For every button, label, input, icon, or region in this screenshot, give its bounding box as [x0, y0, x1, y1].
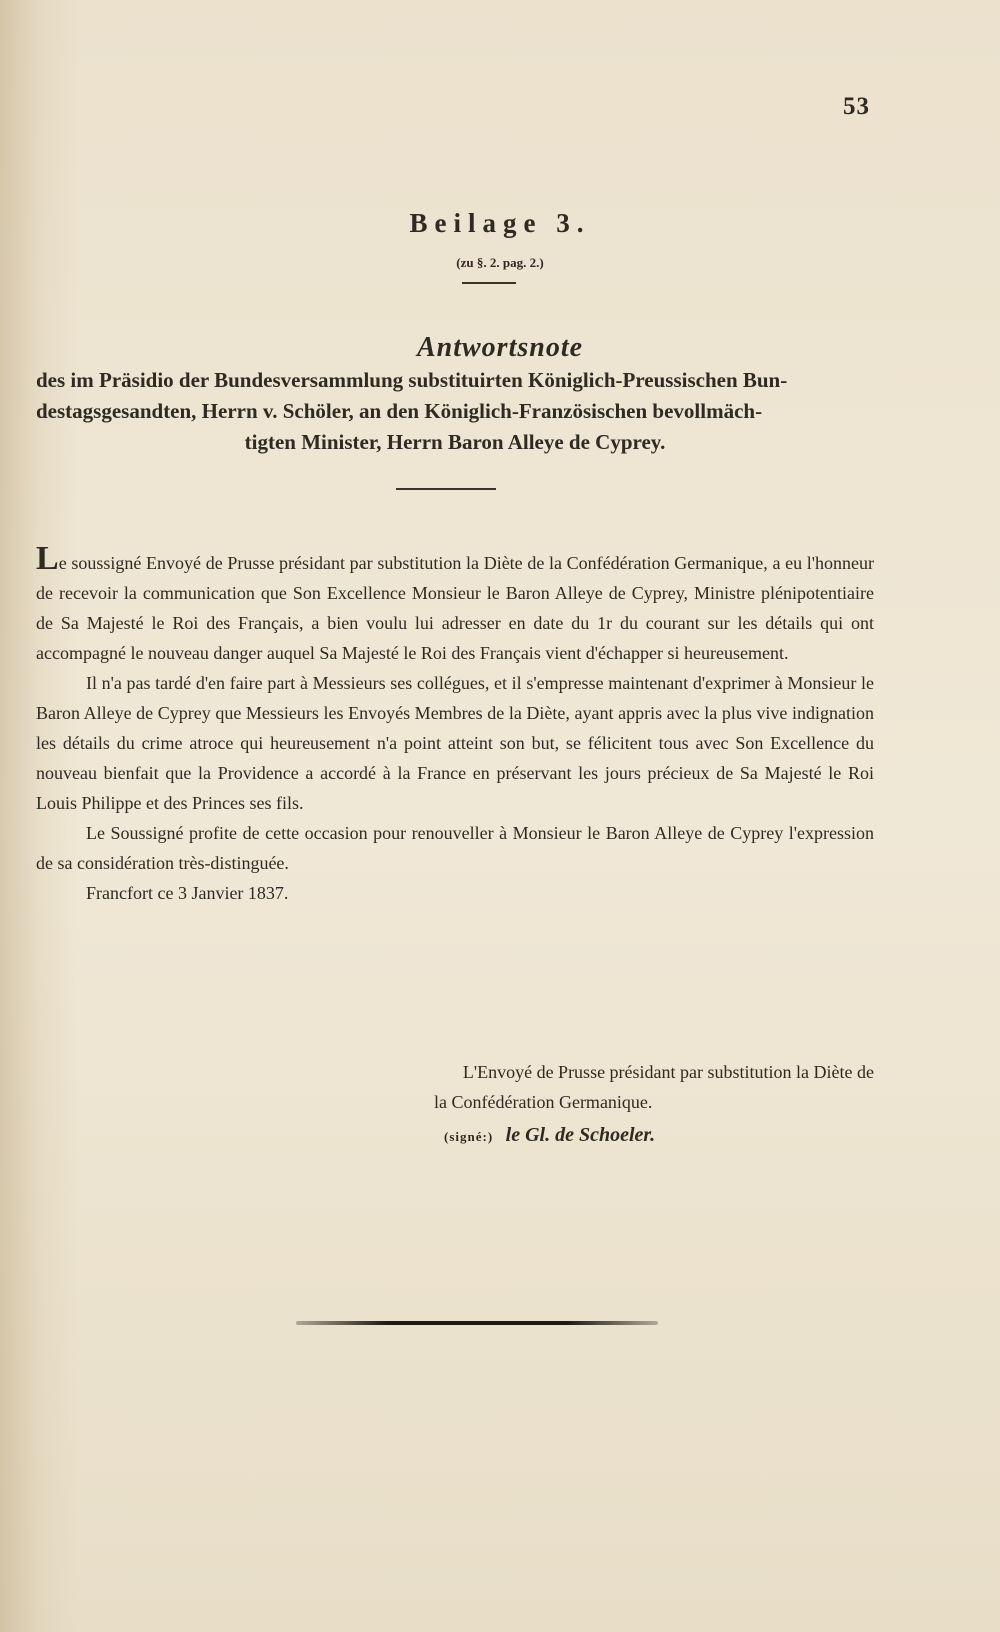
paragraph-3: Le Soussigné profite de cette occasion pour renouveller à Monsieur le Baron Alleye de Cyprey l'expression de sa considération très-distinguée. [36, 823, 874, 873]
letter-body [36, 540, 874, 908]
note-heading-description [36, 365, 874, 458]
heading-line-1: des im Präsidio der Bundesversammlung substituirten Königlich-Preussischen Bun- [36, 368, 788, 392]
paragraph-1-text: e soussigné Envoyé de Prusse présidant par substitution la Diète de la Confédération Germanique, a eu l'honneur de recevoir la communication que Son Excellence Monsieur le Baron Alleye de Cyprey, Ministre plénipotentiaire de Sa Majesté le Roi des Français, a bien voulu lui adresser en date du 1r du courant sur les détails qui ont accompagné le nouveau danger auquel Sa Majesté le Roi des Français vient d'échapper si heureusement. [36, 553, 874, 663]
beilage-reference: (zu §. 2. pag. 2.) [456, 255, 544, 270]
page-number: 53 [843, 93, 870, 120]
bottom-divider [296, 1321, 658, 1325]
heading-line-2: destagsgesandten, Herrn v. Schöler, an den Königlich-Französischen bevollmäch- [36, 399, 763, 423]
heading-line-3: tigten Minister, Herrn Baron Alleye de Cyprey. [244, 430, 666, 454]
paragraph-1 [36, 540, 874, 668]
note-heading: Antwortsnote [416, 332, 584, 363]
signed-label: (signé:) [444, 1129, 494, 1144]
date-line: Francfort ce 3 Janvier 1837. [86, 883, 289, 903]
beilage-title: Beilage 3. [409, 208, 591, 238]
section-divider [396, 488, 496, 490]
closing-line-2: la Confédération Germanique. [434, 1092, 653, 1112]
closing-line-1: L'Envoyé de Prusse présidant par substitution la Diète de [462, 1062, 874, 1082]
signed-name: le Gl. de Schoeler. [505, 1124, 656, 1146]
closing-block [282, 1057, 874, 1117]
paragraph-2: Il n'a pas tardé d'en faire part à Messieurs ses collégues, et il s'empresse maintenant d'exprimer à Monsieur le Baron Alleye de Cyprey que Messieurs les Envoyés Membres de la Diète, ayant appris avec la plus vive indignation les détails du crime atroce qui heureusement n'a point atteint son but, se félicitent tous avec Son Excellence du nouveau bienfait que la Providence a accordé à la France en préservant les jours précieux de Sa Majesté le Roi Louis Philippe et des Princes ses fils. [36, 673, 874, 813]
drop-cap: L [36, 540, 59, 577]
signature [444, 1124, 655, 1147]
short-divider [462, 282, 516, 284]
